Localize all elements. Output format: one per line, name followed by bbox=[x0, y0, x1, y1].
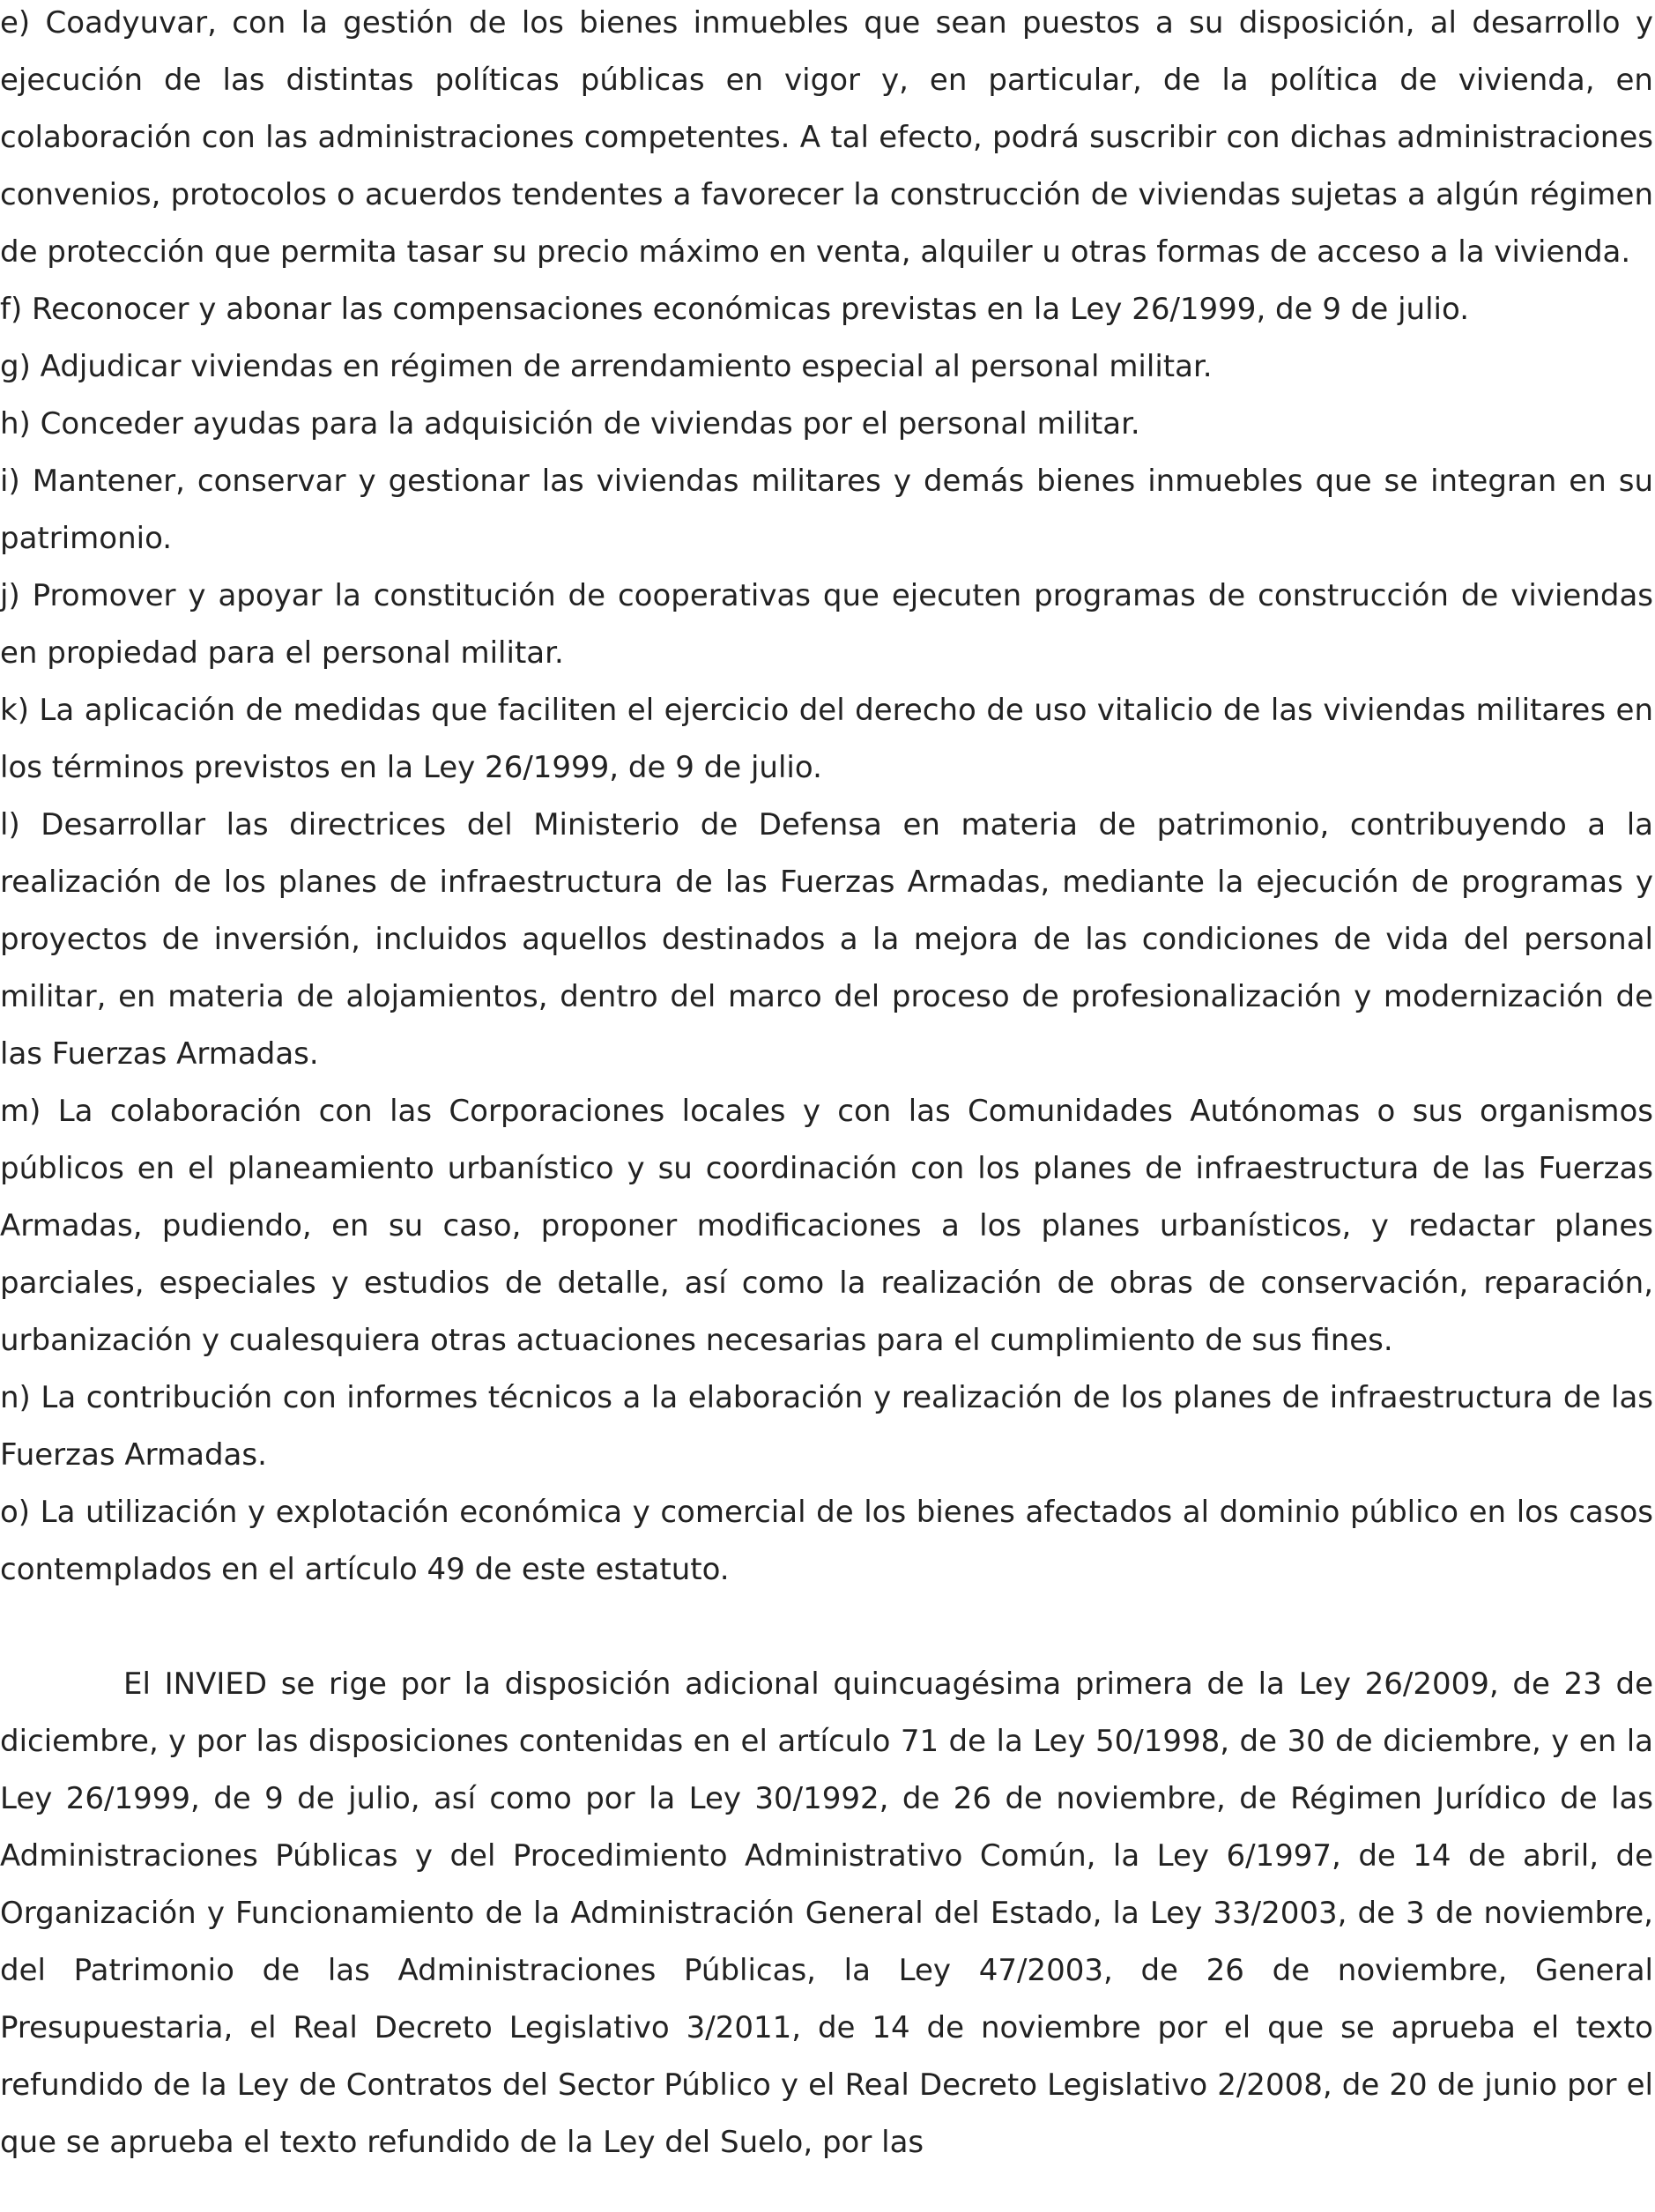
list-item-e: e) Coadyuvar, con la gestión de los bienes inmuebles que sean puestos a su disposición, al desarrollo y ejecución de las distintas políticas públicas en vigor y, en particular, de la política de vivienda, en colaboración con las administraciones competentes. A tal efecto, podrá suscribir con dichas administraciones convenios, protocolos o acuerdos tendentes a favorecer la construcción de viviendas sujetas a algún régimen de protección que permita tasar su precio máximo en venta, alquiler u otras formas de acceso a la vivienda. bbox=[0, 5, 1653, 270]
list-item-j: j) Promover y apoyar la constitución de cooperativas que ejecuten programas de construcción de viviendas en propiedad para el personal militar. bbox=[0, 578, 1653, 671]
closing-paragraph: El INVIED se rige por la disposición adicional quincuagésima primera de la Ley 26/2009, de 23 de diciembre, y por las disposiciones contenidas en el artículo 71 de la Ley 50/1998, de 30 de diciembre, y en la Ley 26/1999, de 9 de julio, así como por la Ley 30/1992, de 26 de noviembre, de Régimen Jurídico de las Administraciones Públicas y del Procedimiento Administrativo Común, la Ley 6/1997, de 14 de abril, de Organización y Funcionamiento de la Administración General del Estado, la Ley 33/2003, de 3 de noviembre, del Patrimonio de las Administraciones Públicas, la Ley 47/2003, de 26 de noviembre, General Presupuestaria, el Real Decreto Legislativo 3/2011, de 14 de noviembre por el que se aprueba el texto refundido de la Ley de Contratos del Sector Público y el Real Decreto Legislativo 2/2008, de 20 de junio por el que se aprueba el texto refundido de la Ley del Suelo, por las bbox=[0, 1666, 1653, 2160]
list-item-g: g) Adjudicar viviendas en régimen de arrendamiento especial al personal militar. bbox=[0, 349, 1213, 384]
list-item-i: i) Mantener, conservar y gestionar las viviendas militares y demás bienes inmuebles que se integran en su patrimonio. bbox=[0, 464, 1653, 556]
list-item-o: o) La utilización y explotación económica y comercial de los bienes afectados al dominio público en los casos contemplados en el artículo 49 de este estatuto. bbox=[0, 1495, 1653, 1587]
paragraph-spacer bbox=[0, 1599, 1653, 1656]
list-item-l: l) Desarrollar las directrices del Ministerio de Defensa en materia de patrimonio, contribuyendo a la realización de los planes de infraestructura de las Fuerzas Armadas, mediante la ejecución de programas y proyectos de inversión, incluidos aquellos destinados a la mejora de las condiciones de vida del personal militar, en materia de alojamientos, dentro del marco del proceso de profesionalización y modernización de las Fuerzas Armadas. bbox=[0, 807, 1653, 1072]
list-item-k: k) La aplicación de medidas que faciliten el ejercicio del derecho de uso vitalicio de las viviendas militares en los términos previstos en la Ley 26/1999, de 9 de julio. bbox=[0, 693, 1653, 785]
list-item-h: h) Conceder ayudas para la adquisición de viviendas por el personal militar. bbox=[0, 406, 1140, 442]
list-item-f: f) Reconocer y abonar las compensaciones económicas previstas en la Ley 26/1999, de 9 de julio. bbox=[0, 292, 1470, 327]
list-item-m: m) La colaboración con las Corporaciones locales y con las Comunidades Autónomas o sus organismos públicos en el planeamiento urbanístico y su coordinación con los planes de infraestructura de las Fuerzas Armadas, pudiendo, en su caso, proponer modificaciones a los planes urbanísticos, y redactar planes parciales, especiales y estudios de detalle, así como la realización de obras de conservación, reparación, urbanización y cualesquiera otras actuaciones necesarias para el cumplimiento de sus fines. bbox=[0, 1094, 1653, 1358]
list-item-n: n) La contribución con informes técnicos a la elaboración y realización de los planes de infraestructura de las Fuerzas Armadas. bbox=[0, 1380, 1653, 1473]
